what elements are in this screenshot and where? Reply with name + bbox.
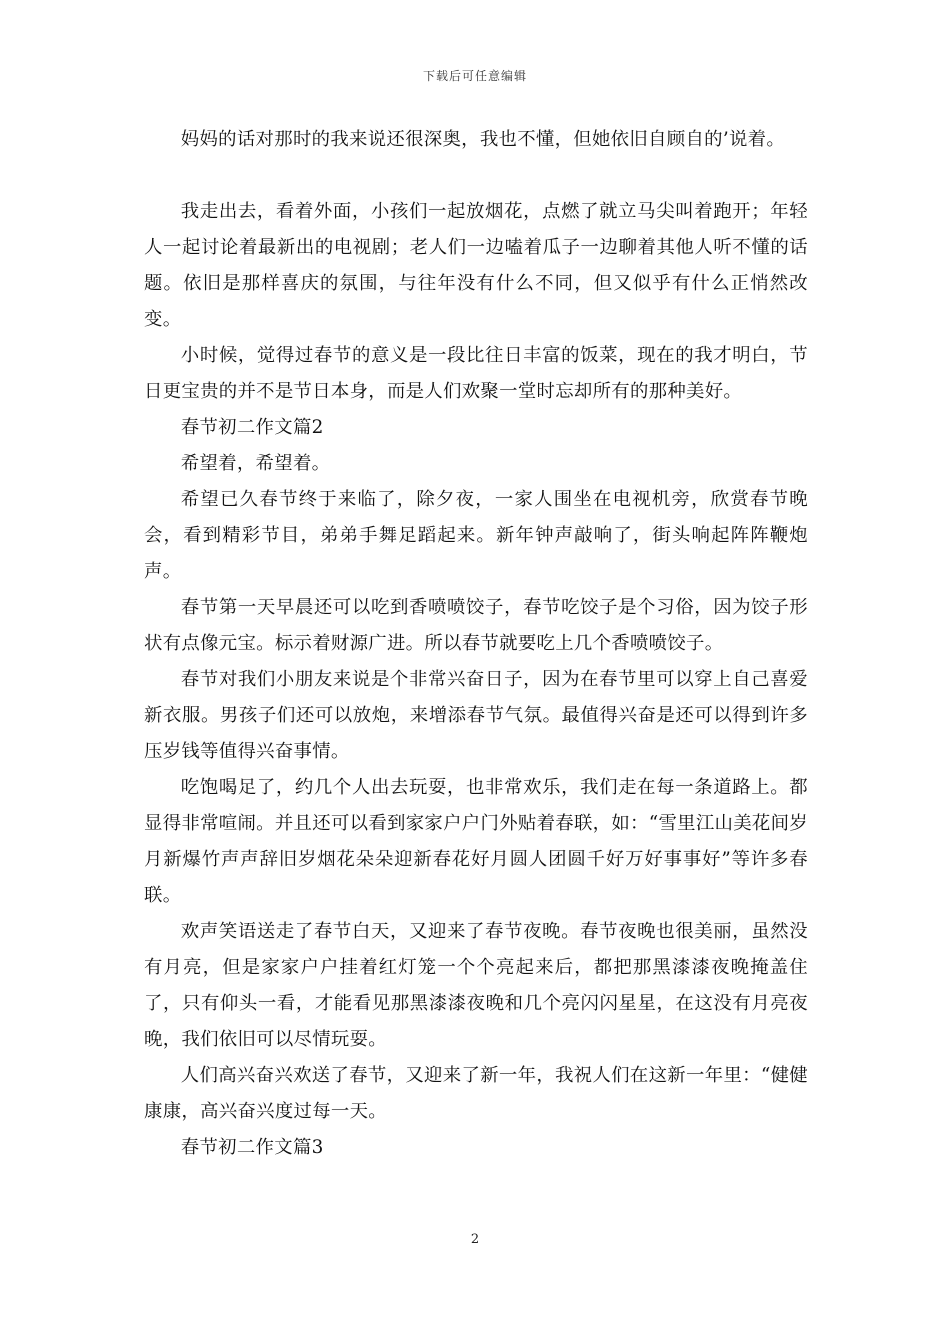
section-title-essay-2: 春节初二作文篇2	[180, 417, 324, 438]
paragraph-farewell: 人们高兴奋兴欢送了春节，又迎来了新一年，我祝人们在这新一年里：“健健康康，高兴奋兴度过每一天。	[144, 1065, 808, 1122]
page-number: 2	[470, 1232, 480, 1247]
paragraph-new-year-eve: 希望已久春节终于来临了，除夕夜，一家人围坐在电视机旁，欣赏春节晚会，看到精彩节目，弟弟手舞足蹈起来。新年钟声敲响了，街头响起阵阵鞭炮声。	[144, 489, 808, 582]
paragraph-mother-words: 妈妈的话对那时的我来说还很深奥，我也不懂，但她依旧自顾自的’说着。	[180, 129, 786, 150]
paragraph-spring-night: 欢声笑语送走了春节白天，又迎来了春节夜晚。春节夜晚也很美丽，虽然没有月亮，但是家家户户挂着红灯笼一个个亮起来后，都把那黑漆漆夜晚掩盖住了，只有仰头一看，才能看见那黑漆漆夜晚和几个亮闪闪星星，在这没有月亮夜晚，我们依旧可以尽情玩耍。	[144, 921, 808, 1050]
paragraph-gap	[144, 158, 808, 194]
document-body	[144, 122, 808, 1166]
paragraph-children-joy: 春节对我们小朋友来说是个非常兴奋日子，因为在春节里可以穿上自己喜爱新衣服。男孩子们还可以放炮，来增添春节气氛。最值得兴奋是还可以得到许多压岁钱等值得兴奋事情。	[144, 669, 808, 762]
paragraph-outside-scene: 我走出去，看着外面，小孩们一起放烟花，点燃了就立马尖叫着跑开；年轻人一起讨论着最新出的电视剧；老人们一边嗑着瓜子一边聊着其他人听不懂的话题。依旧是那样喜庆的氛围，与往年没有什么不同，但又似乎有什么正悄然改变。	[144, 201, 808, 330]
paragraph-couplets: 吃饱喝足了，约几个人出去玩耍，也非常欢乐，我们走在每一条道路上。都显得非常喧闹。并且还可以看到家家户户门外贴着春联，如：“雪里江山美花间岁月新爆竹声声辞旧岁烟花朵朵迎新春花好月圆人团圆千好万好事事好”等许多春联。	[144, 777, 808, 906]
page-header: 下载后可任意编辑	[422, 69, 527, 83]
section-title-essay-3: 春节初二作文篇3	[180, 1137, 324, 1158]
paragraph-childhood-meaning: 小时候，觉得过春节的意义是一段比往日丰富的饭菜，现在的我才明白，节日更宝贵的并不是节日本身，而是人们欢聚一堂时忘却所有的那种美好。	[144, 345, 808, 402]
paragraph-hoping: 希望着，希望着。	[180, 453, 331, 474]
paragraph-dumplings: 春节第一天早晨还可以吃到香喷喷饺子，春节吃饺子是个习俗，因为饺子形状有点像元宝。标示着财源广进。所以春节就要吃上几个香喷喷饺子。	[144, 597, 808, 654]
